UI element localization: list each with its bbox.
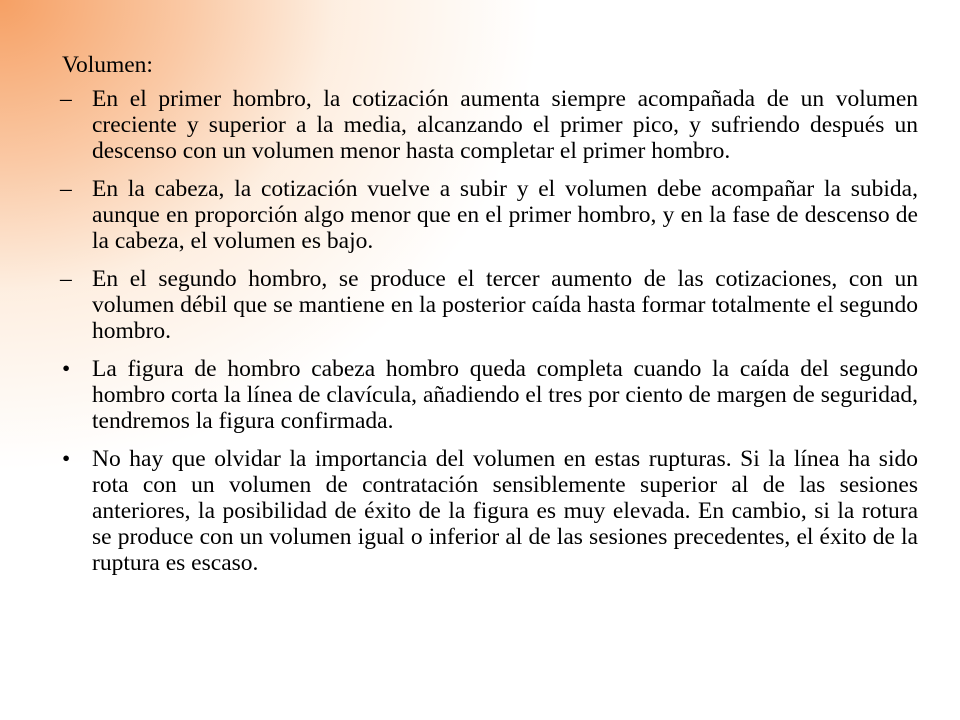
list-item-text: La figura de hombro cabeza hombro queda completa cuando la caída del segundo hombro corta la línea de clavícula, añadiendo el tres por ciento de margen de seguridad, tendremos la figura confirmada. (92, 356, 918, 434)
list-item-text: En la cabeza, la cotización vuelve a subir y el volumen debe acompañar la subida, aunque en proporción algo menor que en el primer hombro, y en la fase de descenso de la cabeza, el volumen es bajo. (92, 176, 918, 254)
list-item-text: En el segundo hombro, se produce el tercer aumento de las cotizaciones, con un volumen débil que se mantiene en la posterior caída hasta formar totalmente el segundo hombro. (92, 266, 918, 344)
list-item (62, 446, 918, 576)
dash-marker: – (60, 86, 72, 112)
list-item-text: No hay que olvidar la importancia del volumen en estas rupturas. Si la línea ha sido rota con un volumen de contratación sensiblemente superior al de las sesiones anteriores, la posibilidad de éxito de la figura es muy elevada. En cambio, si la rotura se produce con un volumen igual o inferior al de las sesiones precedentes, el éxito de la ruptura es escaso. (92, 446, 918, 576)
list-item (62, 86, 918, 164)
slide-body (62, 52, 918, 588)
dash-marker: – (60, 176, 72, 202)
slide-heading: Volumen: (62, 52, 153, 78)
list-item-text: En el primer hombro, la cotización aumenta siempre acompañada de un volumen creciente y superior a la media, alcanzando el primer pico, y sufriendo después un descenso con un volumen menor hasta completar el primer hombro. (92, 86, 918, 164)
list-item (62, 356, 918, 434)
list-item (62, 266, 918, 344)
list-item (62, 176, 918, 254)
dash-marker: – (60, 266, 72, 292)
bullet-marker: • (62, 356, 71, 382)
bullet-marker: • (62, 446, 71, 472)
